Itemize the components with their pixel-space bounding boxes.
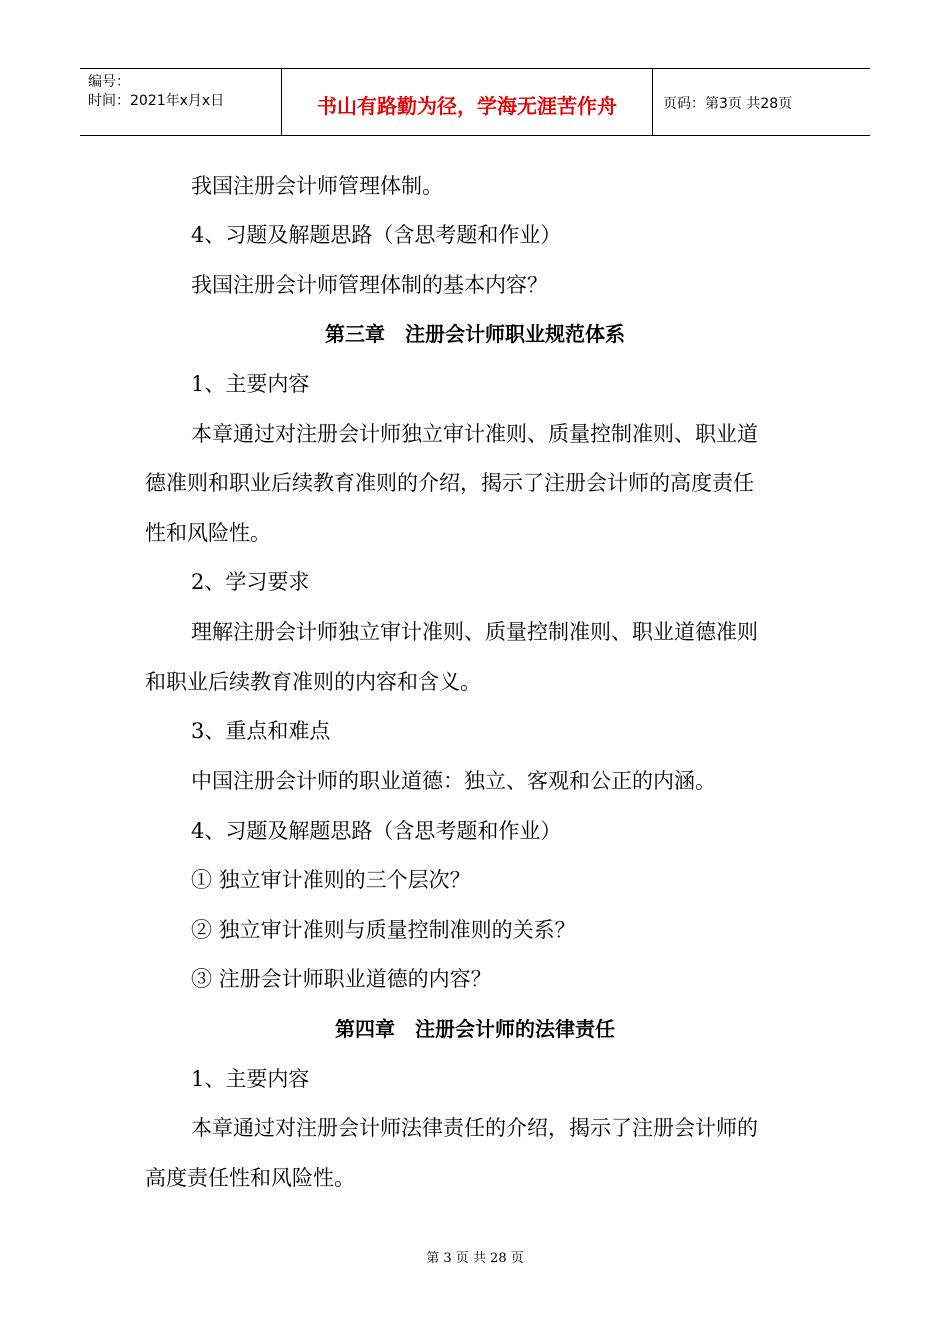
paragraph-line: 我国注册会计师管理体制。 — [191, 174, 443, 198]
list-item: 1、主要内容 — [191, 1067, 310, 1091]
header-page-info: 页码：第3页 共28页 — [663, 96, 793, 112]
paragraph-line: 理解注册会计师独立审计准则、质量控制准则、职业道德准则 — [191, 620, 758, 644]
paragraph-line: 性和风险性。 — [145, 521, 271, 545]
paragraph-line: 我国注册会计师管理体制的基本内容？ — [191, 273, 548, 297]
time-label: 时间：2021年x月x日 — [88, 93, 225, 109]
page-footer: 第 3 页 共 28 页 — [426, 1251, 524, 1266]
header-page-info-cell — [653, 69, 870, 135]
list-item: 3、重点和难点 — [191, 719, 331, 743]
paragraph-line: 德准则和职业后续教育准则的介绍，揭示了注册会计师的高度责任 — [145, 471, 754, 495]
list-item: 2、学习要求 — [191, 570, 310, 594]
chapter-heading: 第三章 注册会计师职业规范体系 — [325, 322, 625, 346]
list-item: 4、习题及解题思路（含思考题和作业） — [191, 819, 562, 843]
chapter-heading: 第四章 注册会计师的法律责任 — [335, 1017, 615, 1041]
document-header — [80, 68, 870, 136]
paragraph-line: 高度责任性和风险性。 — [145, 1166, 355, 1190]
list-item: 4、习题及解题思路（含思考题和作业） — [191, 223, 562, 247]
paragraph-line: 本章通过对注册会计师独立审计准则、质量控制准则、职业道 — [191, 422, 758, 446]
list-item: 1、主要内容 — [191, 372, 310, 396]
header-motto: 书山有路勤为径，学海无涯苦作舟 — [282, 69, 653, 135]
header-meta-cell — [80, 69, 282, 135]
number-label: 编号： — [88, 74, 130, 90]
question-item: ② 独立审计准则与质量控制准则的关系？ — [191, 918, 576, 942]
paragraph-line: 本章通过对注册会计师法律责任的介绍，揭示了注册会计师的 — [191, 1116, 758, 1140]
question-item: ③ 注册会计师职业道德的内容？ — [191, 967, 492, 991]
paragraph-line: 和职业后续教育准则的内容和含义。 — [145, 670, 481, 694]
question-item: ① 独立审计准则的三个层次？ — [191, 868, 471, 892]
paragraph-line: 中国注册会计师的职业道德：独立、客观和公正的内涵。 — [191, 769, 716, 793]
